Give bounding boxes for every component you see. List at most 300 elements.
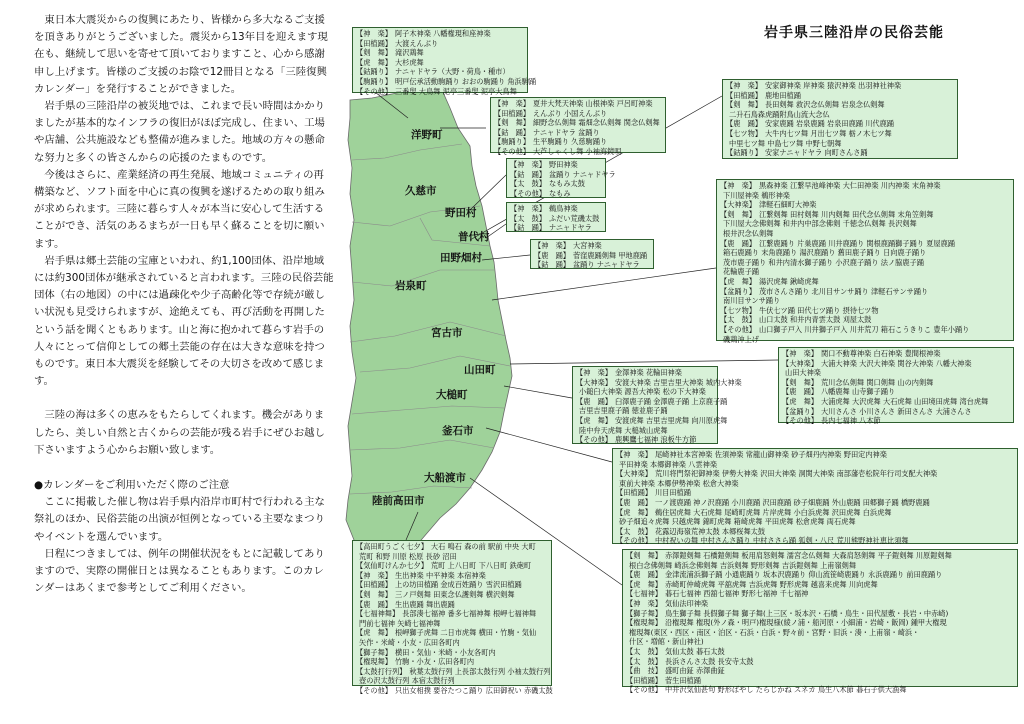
- arts-items: 赤澤鎧剣舞 石橋鎧剣舞 板用肩怒剣舞 濡宮念仏剣舞 大森肩怒剣舞 平子鎧剣舞 川原鎧剣舞: [664, 551, 952, 560]
- arts-items: 二升石鳥森虎踊附鳥山流大念仏: [729, 109, 830, 119]
- category-label: 【虎 舞】: [720, 276, 756, 286]
- arts-items: 砂子畑追々虎舞 只越虎舞 錦町虎舞 箱崎虎舞 平田虎舞 松倉虎舞 両石虎舞: [619, 517, 856, 527]
- category-label: 【大神楽】: [720, 200, 756, 210]
- arts-row: [534, 260, 650, 270]
- category-label: 【七ツ物】: [720, 305, 756, 315]
- arts-row: [782, 359, 1010, 369]
- category-label: 【神 楽】: [726, 81, 762, 90]
- arts-row: [626, 609, 1014, 619]
- arts-row: [576, 426, 714, 436]
- category-label: 【七ツ物】: [726, 128, 762, 138]
- arts-items: 安家ナニャドヤラ 向町さんさ踊: [764, 148, 868, 158]
- arts-items: ナニャドヤラ（大野・荷鳥・種市）: [394, 67, 510, 77]
- category-label: 【剣 舞】: [626, 551, 662, 560]
- arts-row: [510, 223, 602, 233]
- arts-row: [720, 219, 1010, 229]
- arts-row: [626, 551, 1014, 561]
- arts-row: [356, 580, 548, 590]
- category-label: 【大神楽】: [576, 377, 612, 387]
- category-label: 【神 楽】: [356, 29, 392, 38]
- arts-row: [576, 377, 742, 388]
- arts-items: 盆踊り ナニャドヤラ: [548, 169, 616, 179]
- arts-row: [626, 685, 1014, 695]
- town-label: 久慈市: [405, 185, 437, 197]
- arts-items: 鵜住居虎舞 大石虎舞 尾崎町虎舞 片岸虎舞 小白浜虎舞 沢田虎舞 白浜虎舞: [654, 507, 892, 517]
- category-label: 【田植踊】: [626, 675, 662, 685]
- town-label: 岩泉町: [395, 280, 427, 292]
- arts-row: [782, 407, 1010, 417]
- arts-items: 鵜鳥神楽: [548, 204, 578, 213]
- arts-items: 中村祝いの舞 中村さんさ踊り 中村ささら踊 狐剣・八尺 荒川熊野神社恵比須舞: [654, 536, 909, 546]
- town-label: 野田村: [445, 207, 477, 219]
- arts-row: [720, 248, 1010, 258]
- arts-row: [356, 76, 537, 87]
- category-label: 【神 楽】: [576, 368, 612, 377]
- arts-row: [616, 508, 1014, 518]
- arts-items: 花輪鹿子踊: [723, 267, 759, 277]
- category-label: 【駒踊り】: [356, 76, 392, 86]
- category-label: 【剣 舞】: [782, 377, 818, 387]
- arts-items: 滝沢鶏舞: [394, 48, 424, 58]
- arts-row: [720, 200, 1010, 210]
- category-label: 【虎 舞】: [356, 628, 392, 638]
- arts-row: [576, 415, 728, 426]
- arts-items: 茂市さんさ踊り 北川目サンサ踊り 津軽石サンサ踊り: [758, 286, 929, 296]
- arts-items: 大杉虎舞: [394, 57, 424, 67]
- arts-row: [616, 536, 1014, 546]
- arts-items: 荒町 上八日町 下八日町 鉄砲町: [430, 561, 532, 571]
- arts-items: 荒川念仏剣舞 関口剣舞 山の内剣舞: [820, 377, 934, 387]
- arts-items: 下川屋大念佛剣舞 和井内中部念佛剣 千徳念仏剣舞 長沢剣舞: [723, 219, 917, 229]
- arts-items: 野田神楽: [548, 160, 578, 169]
- arts-row: [534, 251, 650, 261]
- arts-row: [626, 561, 1014, 571]
- arts-row: [356, 628, 548, 638]
- arts-row: [356, 48, 524, 58]
- arts-row: [720, 325, 1010, 335]
- arts-items: 生出鹿踊 舞出鹿踊: [394, 599, 455, 609]
- category-label: 【鹿 踊】: [726, 119, 762, 129]
- arts-items: 鳥生獅子舞 長假獅子舞 獅子舞(上三区・坂本沢・石橋・鳥生・田代屋敷・長岩・中赤崎): [664, 608, 949, 618]
- arts-items: 江繋剣舞 田村剣舞 川内剣舞 田代念仏剣舞 末角笠剣舞: [758, 209, 934, 219]
- category-label: 【太 鼓】: [616, 526, 652, 536]
- town-label: 陸前高田市: [372, 495, 425, 507]
- arts-box-iwaizumi: [722, 79, 958, 159]
- arts-items: 荒町 和野 川原 松原 長砂 沼田: [359, 551, 457, 561]
- arts-row: [356, 676, 548, 686]
- arts-row: [356, 657, 548, 667]
- arts-items: 阿子木神楽 八幡権現和座神楽: [394, 29, 491, 38]
- arts-row: [626, 628, 1014, 638]
- arts-items: 鹿興鷹七福神 浪板牛方節: [614, 435, 697, 445]
- arts-box-rikuzentakata: [352, 540, 553, 695]
- arts-row: [616, 479, 1014, 489]
- arts-row: [626, 599, 1014, 609]
- category-label: 【権現舞】: [356, 657, 392, 667]
- arts-row: [494, 109, 662, 119]
- category-label: 【虎 舞】: [616, 507, 652, 517]
- arts-items: ナニャドヤラ 盆踊り: [532, 127, 600, 137]
- arts-items: 吉里吉里鹿子踊 徳並鹿子踊: [579, 406, 668, 416]
- category-label: 【田植踊】: [616, 488, 652, 498]
- arts-row: [720, 181, 1010, 191]
- intro-paragraph: 岩手県の三陸沿岸の被災地では、これまで長い時間はかかりましたが基本的なインフラの復旧がほぼ完成し、住まい、工場や店舗、公共施設なども整備が進みました。地域の方々の懸命な努力と多くの皆さんからの応援のたまものです。: [34, 100, 325, 164]
- arts-items: 金津流浦浜獅子踊 小通鹿踊り 坂本沢鹿踊り 仰山流笹崎鹿踊り 永浜鹿踊り 前田鹿踊り: [664, 570, 943, 580]
- arts-row: [782, 378, 1010, 388]
- arts-row: [726, 148, 954, 158]
- arts-box-hirono: [352, 27, 537, 96]
- category-label: 【田植踊】: [356, 580, 392, 590]
- category-label: 【太 鼓】: [510, 213, 546, 223]
- category-label: 【その他】: [510, 188, 546, 198]
- category-label: 【鹿 踊】: [782, 387, 818, 397]
- arts-row: [616, 488, 1014, 498]
- notes-paragraph: 日程につきましては、例年の開催状況をもとに記載してありますので、実際の開催日とは異なることもあります。このカレンダーはあくまで参考としてご利用ください。: [34, 547, 325, 595]
- arts-row: [616, 498, 1014, 508]
- category-label: 【田植踊】: [356, 38, 392, 48]
- category-label: 【権現舞】: [626, 618, 662, 628]
- arts-items: 長田剣舞 救沢念仏剣舞 岩泉念仏剣舞: [764, 100, 885, 110]
- town-label: 大槌町: [436, 389, 468, 401]
- arts-row: [356, 39, 524, 49]
- arts-row: [726, 119, 954, 129]
- arts-row: [720, 296, 1010, 306]
- category-label: 【神 楽】: [626, 598, 662, 608]
- category-label: 【鈷 踊】: [510, 169, 546, 179]
- category-label: 【気仙町けんか七夕】: [356, 561, 428, 571]
- arts-box-noda: [506, 158, 616, 198]
- category-label: 【鹿 踊】: [720, 238, 756, 248]
- arts-row: [356, 619, 548, 629]
- category-label: 【盆踊り】: [720, 286, 756, 296]
- arts-row: [356, 561, 548, 571]
- category-label: 【大神楽】: [616, 469, 652, 479]
- arts-items: 秋葉太鼓行列 上長部太鼓行列 小袖太鼓行列: [409, 666, 551, 676]
- category-label: 【虎 舞】: [576, 415, 612, 425]
- intro-paragraph: 東日本大震災からの復興にあたり、皆様から多大なるご支援を頂きありがとうございました。震災から13年目を迎えます現在も、継続して思いを寄せて頂いておりますこと、心から感謝申し上げます。皆様のご支援のお陰で12冊目となる「三陸復興カレンダー」を発行することができました。: [34, 14, 328, 95]
- category-label: 【曲 技】: [626, 666, 662, 676]
- arts-items: 江繋鹿踊り 片巣鹿踊 川井鹿踊り 関根鹿踊獅子踊り 夏屋鹿踊: [758, 238, 955, 248]
- town-label: 洋野町: [411, 129, 443, 141]
- arts-items: 大石 鳴石 森の前 駅前 中央 大町: [430, 542, 536, 551]
- town-label: 山田町: [464, 364, 496, 376]
- arts-row: [356, 58, 524, 68]
- arts-box-ofunato: [622, 549, 1018, 695]
- category-label: 【七福神舞】: [356, 609, 400, 619]
- category-label: 【その他】: [356, 86, 392, 96]
- arts-row: [356, 571, 548, 581]
- arts-row: [494, 147, 662, 157]
- town-label: 大船渡市: [424, 472, 466, 484]
- category-label: 【神 楽】: [494, 99, 530, 108]
- arts-box-fudai: [506, 202, 606, 232]
- arts-items: 横田・気仙・米崎・小友各町内: [394, 647, 496, 657]
- arts-items: 根井沢念仏剣舞: [723, 228, 774, 238]
- arts-items: 赤崎町仲崎虎舞 平舘虎舞 吉浜虎舞 野形虎舞 越喜来虎舞 川向虎舞: [664, 579, 878, 589]
- arts-row: [720, 335, 1010, 345]
- arts-row: [720, 306, 1010, 316]
- arts-row: [356, 67, 524, 77]
- arts-row: [782, 349, 1010, 359]
- arts-items: 荒川将門祭祀御神楽 伊勢大神楽 沢田大神楽 洞関大神楽 南部藩壱松院年行司支配大神楽: [654, 469, 938, 479]
- arts-row: [356, 609, 548, 619]
- arts-items: なもみ太鼓: [548, 179, 585, 189]
- arts-row: [626, 637, 1014, 647]
- intro-paragraph: 今後はさらに、産業経済の再生発展、地域コミュニティの再構築など、ソフト面を中心に真の復興を遂げるための取り組みが求められます。三陸に暮らす人々が本当に安心して生活することができ、活気のあるまちが一日も早く蘇ることを切に願います。: [34, 168, 325, 250]
- arts-row: [510, 189, 602, 199]
- arts-row: [726, 91, 954, 101]
- arts-items: 大浦虎舞 大沢虎舞 大石虎舞 山田境田虎舞 湾台虎舞: [820, 396, 989, 406]
- arts-box-miyako: [716, 179, 1014, 344]
- category-label: 【虎 舞】: [356, 57, 392, 67]
- category-label: 【剣 舞】: [720, 209, 756, 219]
- category-label: 【その他】: [720, 324, 756, 334]
- intro-paragraph: 岩手県は郷土芸能の宝庫といわれ、約1,100団体、沿岸地域には約300団体が継承されていると言われます。三陸の民俗芸能団体（右の地図）の中には過疎化や少子高齢化等で存続が厳しい状況も見受けられますが、途絶えても、再び活動を再開したという話を聞くともあります。山と海に抱かれて暮らす岩手の人々にとって信仰としての郷土芸能の存在は大きな意味を持つものです。東日本大震災を経験してその大切さを改めて感じます。: [34, 254, 334, 388]
- arts-row: [616, 527, 1014, 537]
- arts-items: 箱石鹿踊り 末角鹿踊り 湯沢鹿踊り 舊田鹿子踊り 日向鹿子踊り: [723, 248, 927, 258]
- category-label: 【太鼓打行列】: [356, 666, 407, 676]
- category-label: 【鹿 踊】: [576, 396, 612, 406]
- arts-row: [616, 469, 1014, 479]
- arts-row: [356, 685, 553, 696]
- arts-row: [494, 118, 662, 128]
- arts-row: [576, 368, 714, 378]
- arts-box-kuji: [490, 97, 666, 156]
- arts-items: 陸中弁天虎舞 大槌城山虎舞: [579, 425, 668, 435]
- arts-items: 山口太鼓 和井内青雲太鼓 刈屋太鼓: [758, 315, 872, 325]
- arts-items: 壺の沢太鼓行列 本宿太鼓行列: [359, 676, 455, 686]
- arts-row: [616, 450, 1014, 460]
- town-label: 釜石市: [442, 425, 474, 437]
- category-label: 【その他】: [356, 685, 392, 695]
- category-label: 【剣 舞】: [356, 589, 392, 599]
- arts-items: 夏井大梵天神楽 山根神楽 戸呂町神楽: [532, 99, 653, 108]
- arts-items: 三ノ戸剣舞 田東念仏護剣舞 横沢剣舞: [394, 589, 515, 599]
- arts-row: [726, 81, 954, 91]
- arts-items: 南川目サンサ踊り: [723, 296, 781, 306]
- arts-items: 安渡大神楽 吉里吉里大神楽 城内大神楽: [614, 377, 742, 387]
- arts-row: [720, 315, 1010, 325]
- arts-items: 黒森神楽 江繋早池峰神楽 大仁田神楽 川内神楽 末角神楽: [758, 181, 941, 190]
- arts-items: 湯沢虎舞 鍬崎虎舞: [758, 276, 819, 286]
- arts-row: [616, 517, 1014, 527]
- category-label: 【剣 舞】: [494, 118, 530, 128]
- arts-row: [720, 239, 1010, 249]
- arts-items: 一ノ渡鹿踊 神ノ沢鹿踊 小川鹿踊 沢田鹿踊 砂子畑鹿踊 外山鹿踊 田郷獅子踊 橋野鹿踊: [654, 497, 930, 507]
- arts-row: [356, 542, 548, 552]
- category-label: 【その他】: [616, 536, 652, 546]
- town-label: 宮古市: [431, 327, 463, 339]
- arts-row: [720, 210, 1010, 220]
- category-label: 【剣 舞】: [726, 100, 762, 110]
- arts-row: [576, 396, 728, 407]
- arts-row: [356, 600, 548, 610]
- arts-row: [494, 137, 662, 147]
- arts-items: 大川さんさ 小川さんさ 新田さんさ 大浦さんさ: [820, 406, 972, 416]
- town-label: 田野畑村: [440, 252, 482, 264]
- arts-items: 東前大神楽 本郷伊勢神楽 松倉大神楽: [619, 478, 739, 488]
- category-label: 【神 楽】: [356, 570, 392, 580]
- arts-items: 臼澤鹿子踊 金澤鹿子踊 上京鹿子踊: [614, 396, 728, 406]
- category-label: 【鈷 踊】: [510, 223, 546, 233]
- arts-items: 矢作・米崎・小友・広田各町内: [359, 637, 460, 647]
- arts-items: 盛町由鉦 赤澤曲鉦: [664, 666, 725, 676]
- arts-items: 碁石七福神 西舘七福神 野形七福神 千七福神: [664, 589, 809, 599]
- category-label: 【獅子舞】: [626, 608, 662, 618]
- town-label: 普代村: [458, 231, 490, 243]
- category-label: 【神 楽】: [510, 204, 546, 213]
- arts-row: [626, 589, 1014, 599]
- category-label: 【その他】: [576, 435, 612, 445]
- arts-items: 盆踊り ナニャドヤラ: [572, 260, 640, 270]
- arts-row: [510, 160, 602, 170]
- arts-row: [626, 580, 1014, 590]
- arts-items: 花露辺海嶺荒神太鼓 本郷桜舞太鼓: [654, 526, 766, 536]
- arts-row: [356, 29, 524, 39]
- arts-items: 安渡虎舞 吉里吉里虎舞 向川原虎舞: [614, 415, 728, 425]
- category-label: 【鈷 踊】: [494, 127, 530, 137]
- arts-items: 上の坊田植踊 金成百姓踊り 雪沢田植踊: [394, 580, 522, 590]
- arts-row: [726, 139, 954, 149]
- category-label: 【鹿 踊】: [626, 570, 662, 580]
- arts-row: [720, 191, 1010, 201]
- category-label: 【神 楽】: [720, 181, 756, 190]
- arts-row: [534, 241, 650, 251]
- arts-row: [782, 416, 1010, 426]
- category-label: 【鈷 踊】: [534, 260, 570, 270]
- arts-items: 安家御神楽 岸神楽 猿沢神楽 出羽神社神楽: [764, 81, 902, 90]
- category-label: 【獅子舞】: [356, 647, 392, 657]
- arts-items: 菅生田植踊: [664, 675, 701, 685]
- arts-row: [782, 368, 1010, 378]
- arts-row: [356, 666, 551, 677]
- arts-row: [720, 267, 1010, 277]
- category-label: 【その他】: [782, 416, 818, 426]
- arts-row: [576, 387, 714, 397]
- arts-row: [356, 648, 548, 658]
- arts-box-tanohata: [530, 239, 654, 269]
- arts-items: 権現舞(東区・西区・南区・泊区・石浜・白浜・野々前・宮野・旧浜・湊・上甫嶺・崎浜・: [629, 627, 920, 637]
- category-label: 【神 楽】: [782, 349, 818, 358]
- category-label: 【盆踊り】: [782, 406, 818, 416]
- arts-row: [510, 204, 602, 214]
- category-label: 【七福神】: [626, 589, 662, 599]
- category-label: 【鹿 踊】: [356, 599, 392, 609]
- arts-items: 鹿地田植踊: [764, 90, 801, 100]
- arts-items: 平田神楽 本郷御神楽 八雲神楽: [619, 459, 718, 469]
- arts-items: ふだい荒磯太鼓: [548, 213, 600, 223]
- arts-items: 大芦しゃくし舞 小袖海鏡唄: [532, 146, 622, 156]
- arts-items: 安家鹿踊 岩泉鹿踊 岩泉田鹿踊 川代鹿踊: [764, 119, 894, 129]
- arts-items: 気仙太鼓 碁石太鼓: [664, 646, 725, 656]
- arts-box-yamada: [778, 347, 1014, 426]
- arts-row: [726, 100, 954, 110]
- category-label: 【高田町うごく七夕】: [356, 542, 428, 551]
- arts-items: 門前七福神 矢崎七福神舞: [359, 618, 441, 628]
- arts-items: ナニャドヤラ: [548, 223, 592, 233]
- category-label: 【太 鼓】: [720, 315, 756, 325]
- arts-row: [356, 590, 548, 600]
- arts-items: 大浦大神楽 大沢大神楽 関谷大神楽 八幡大神楽: [820, 358, 972, 368]
- arts-items: 山口獅子戸入 川井獅子戸入 川井荒刀 箱石こうきりこ 豊年小踊り: [758, 324, 970, 334]
- category-label: 【太 鼓】: [510, 179, 546, 189]
- arts-row: [576, 406, 714, 416]
- arts-items: なもみ: [548, 188, 571, 198]
- arts-items: 根白念佛剣舞 崎浜念佛剣舞 吉浜剣舞 野形剣舞 吉浜鎧剣舞 上甫嶺剣舞: [629, 560, 857, 570]
- category-label: 【鹿 踊】: [616, 497, 652, 507]
- category-label: 【太 鼓】: [626, 646, 662, 656]
- arts-row: [494, 99, 662, 109]
- arts-row: [494, 128, 662, 138]
- arts-items: 磯鶏沖上げ: [723, 334, 759, 344]
- arts-items: 長部湊七福神 番多七福神舞 根岬七福神舞: [402, 609, 537, 619]
- arts-items: 中里七ツ舞 中島七ツ舞 中野七朝舞: [729, 138, 842, 148]
- arts-items: 大宮神楽: [572, 241, 602, 250]
- category-label: 【虎 舞】: [782, 396, 818, 406]
- arts-row: [356, 638, 548, 648]
- category-label: 【鈷踊り】: [726, 148, 762, 158]
- intro-paragraph: 三陸の海は多くの恵みをもたらしてくれます。機会がありましたら、美しい自然と古くからの芸能が残る岩手にぜひお越し下さいますよう心からお願い致します。: [34, 409, 325, 456]
- arts-row: [510, 179, 602, 189]
- arts-items: 只出女相撲 要谷たつこ踊り 広田御祝い 赤磯太鼓: [394, 685, 553, 695]
- arts-items: 根岬獅子虎舞 二日市虎舞 横田・竹駒・気仙: [394, 628, 537, 638]
- category-label: 【駒踊り】: [494, 137, 530, 147]
- arts-items: 三番叟 大鳥舞 泥亭三番叟 泥亭大鳥舞: [394, 86, 517, 96]
- arts-items: えんぶり 小国えんぶり: [532, 108, 608, 118]
- arts-items: 中井沢気仙甚句 野形ばやし たらじかね スネカ 鳥生八木節 碁石子供大漁舞: [664, 685, 907, 695]
- arts-items: 長内七福神 八木節: [820, 416, 881, 426]
- arts-row: [626, 666, 1014, 676]
- arts-box-kamaishi: [612, 448, 1018, 544]
- arts-items: 長浜さんさ太鼓 長安寺太鼓: [664, 656, 754, 666]
- arts-items: 明戸伝承活動駒踊り おおの駒踊り 角浜駒踊: [394, 76, 537, 86]
- category-label: 【神 楽】: [510, 160, 546, 169]
- arts-row: [510, 169, 616, 180]
- arts-items: 菅窪鹿踊剣舞 甲地鹿踊: [572, 250, 648, 260]
- arts-items: 茂市鹿子踊り 和井内清水獅子踊り 小沢鹿子踊り 法ノ脇鹿子踊: [723, 257, 924, 267]
- category-label: 【田植踊】: [726, 90, 762, 100]
- category-label: 【神 楽】: [534, 241, 570, 250]
- arts-items: 山田大神楽: [785, 368, 821, 378]
- arts-items: 気仙法印神楽: [664, 598, 709, 608]
- arts-row: [356, 552, 548, 562]
- arts-row: [720, 258, 1010, 268]
- arts-row: [356, 87, 524, 97]
- arts-items: 金澤神楽 花輪田神楽: [614, 368, 682, 377]
- page-title: 岩手県三陸沿岸の民俗芸能: [764, 25, 944, 41]
- arts-row: [626, 657, 1014, 667]
- arts-row: [576, 435, 714, 445]
- arts-row: [626, 618, 1014, 628]
- category-label: 【神 楽】: [616, 450, 652, 459]
- arts-items: 下川屋神楽 鵜形神楽: [723, 190, 790, 200]
- arts-row: [626, 676, 1014, 686]
- arts-row: [616, 460, 1014, 470]
- arts-items: 津軽石細町大神楽: [758, 200, 817, 210]
- arts-items: 大牛内七ツ舞 月出七ツ舞 栃ノ木七ツ舞: [764, 128, 892, 138]
- category-label: 【鹿 踊】: [534, 250, 570, 260]
- arts-row: [782, 397, 1010, 407]
- arts-row: [720, 287, 1010, 297]
- category-label: 【田植踊】: [494, 108, 530, 118]
- arts-row: [510, 214, 602, 224]
- arts-items: 大渡えんぶり: [394, 38, 439, 48]
- arts-row: [720, 277, 1010, 287]
- category-label: 【虎 舞】: [626, 579, 662, 589]
- arts-items: 什区・増館・新山神社): [629, 637, 704, 647]
- arts-items: 牛伏七ツ踊 田代七ツ踊り 摂待七ツ物: [758, 305, 879, 315]
- notes-heading: ●カレンダーをご利用いただく際のご注意: [34, 479, 230, 492]
